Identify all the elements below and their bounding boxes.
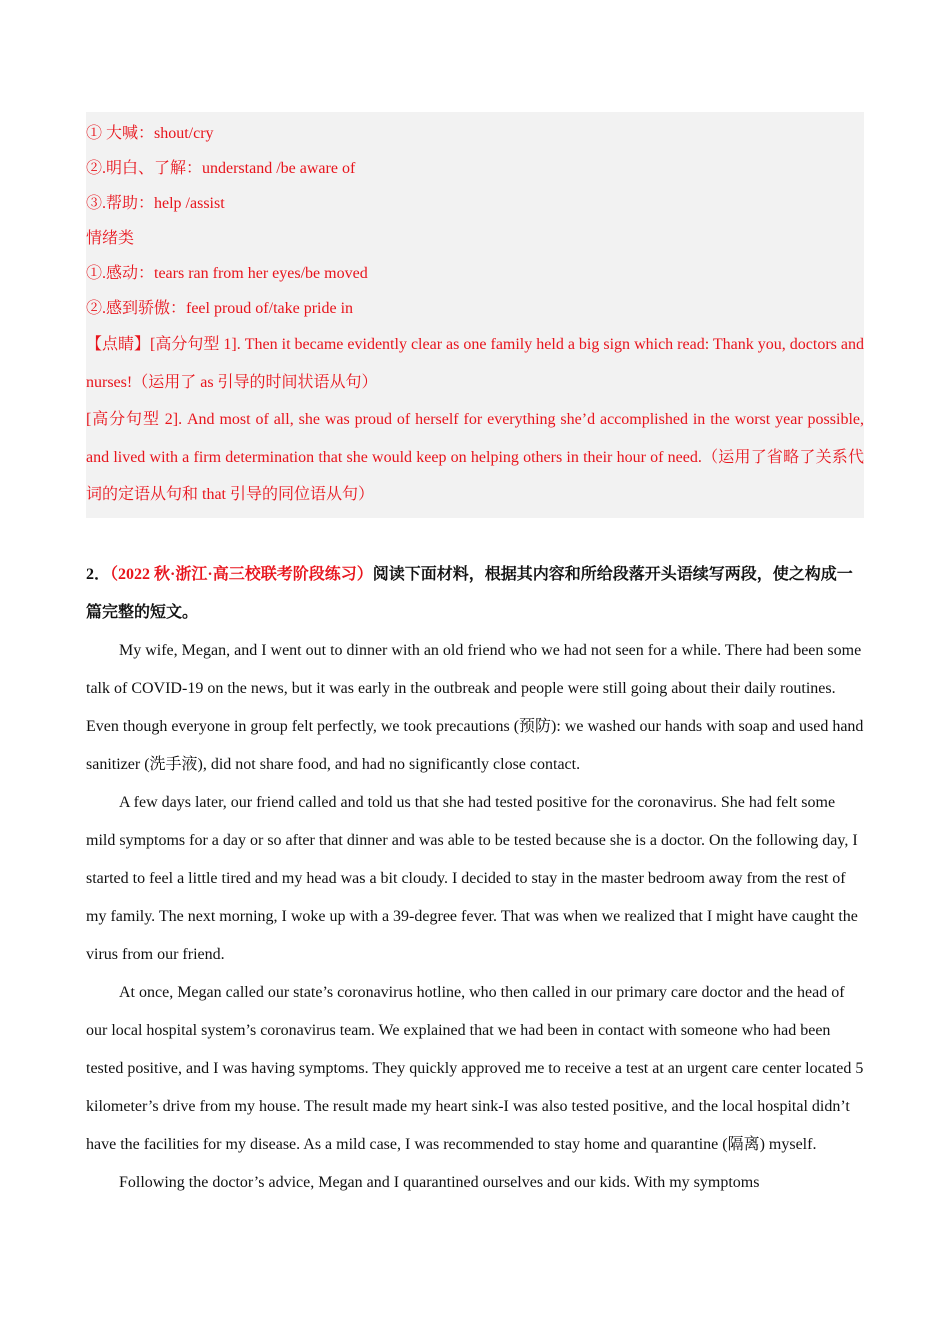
vocab-line: ②.感到骄傲：feel proud of/take pride in (86, 300, 354, 317)
answer-analysis-box (86, 112, 864, 518)
passage-paragraph: My wife, Megan, and I went out to dinner with an old friend who we had not seen for a while. There had been some talk of COVID-19 on the news, but it was early in the outbreak and people were still going about their daily routines. Even though everyone in group felt perfectly, we took precautions (预防): we washed our hands with soap and used hand sanitizer (洗手液), did not share food, and had no significantly close contact. (86, 641, 864, 773)
reading-passage (86, 632, 864, 1202)
task-heading (86, 556, 864, 632)
document-page (86, 112, 864, 1202)
passage-paragraph: A few days later, our friend called and told us that she had tested positive for the coronavirus. She had felt some mild symptoms for a day or so after that dinner and was able to be tested because she is a doctor. On the following day, I started to feel a little tired and my head was a bit cloudy. I decided to stay in the master bedroom away from the rest of my family. The next morning, I woke up with a 39-degree fever. That was when we realized that I might have caught the virus from our friend. (86, 793, 858, 963)
passage-paragraph: At once, Megan called our state’s coronavirus hotline, who then called in our primary care doctor and the head of our local hospital system’s coronavirus team. We explained that we had been in contact with someone who had been tested positive, and I was having symptoms. They quickly approved me to receive a test at an urgent care center located 5 kilometer’s drive from my house. The result made my heart sink-I was also tested positive, and the local hospital didn’t have the facilities for my disease. As a mild case, I was recommended to stay home and quarantine (隔离) myself. (86, 983, 864, 1153)
task-number: 2． (86, 565, 111, 583)
task-source: （2022 秋·浙江·高三校联考阶段练习） (110, 565, 373, 583)
highlight-sentence-1: 【点睛】[高分句型 1]. Then it became evidently clear as one family held a big sign which read: Thank you, doctors and nurses!（运用了 as 引导的时间状语从句） (86, 336, 864, 391)
vocab-line: ②.明白、了解：understand /be aware of (86, 160, 356, 177)
task-instruction: 阅读下面材料，根据其内容和所给段落开头语续写两段，使之构成一篇完整的短文。 (86, 565, 853, 621)
passage-paragraph: Following the doctor’s advice, Megan and I quarantined ourselves and our kids. With my symptoms (119, 1173, 760, 1191)
vocab-line: ③.帮助：help /assist (86, 195, 225, 212)
vocab-line: ①.感动：tears ran from her eyes/be moved (86, 265, 368, 282)
category-heading: 情绪类 (86, 230, 135, 247)
highlight-sentence-2: [高分句型 2]. And most of all, she was proud of herself for everything she’d accomplished in the worst year possible, and lived with a firm determination that she would keep on helping others in their hour of need.（运用了省略了关系代词的定语从句和 that 引导的同位语从句） (86, 411, 864, 503)
vocab-line: ① 大喊：shout/cry (86, 125, 214, 142)
